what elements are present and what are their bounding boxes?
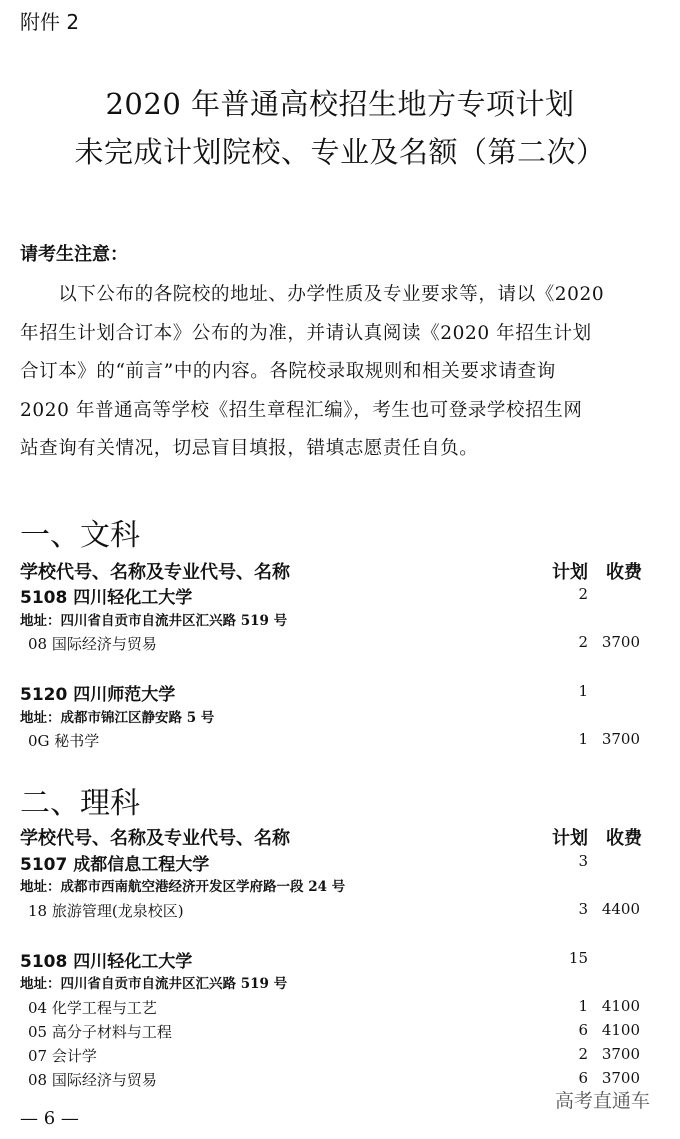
major-fee: 3700 <box>601 730 640 748</box>
major-name: 07 会计学 <box>28 1047 97 1065</box>
notice-line: 年招生计划合订本》公布的为准，并请认真阅读《2020 年招生计划 <box>20 322 592 344</box>
school-name: 5107 成都信息工程大学 <box>20 855 210 875</box>
major-plan: 1 <box>578 997 588 1015</box>
school-plan: 15 <box>568 949 588 967</box>
major-name: 08 国际经济与贸易 <box>28 1071 157 1089</box>
column-header-name: 学校代号、名称及专业代号、名称 <box>20 828 290 849</box>
notice-heading: 请考生注意： <box>20 244 128 265</box>
major-fee: 4100 <box>601 1021 640 1039</box>
column-header-plan: 计划 <box>552 562 588 583</box>
notice-body <box>20 276 670 469</box>
major-plan: 2 <box>578 1045 588 1063</box>
section-heading-liberal-arts: 一、文科 <box>20 518 140 553</box>
notice-line: 站查询有关情况，切忌盲目填报，错填志愿责任自负。 <box>20 438 479 459</box>
major-plan: 6 <box>578 1069 588 1087</box>
school-address: 地址：成都市锦江区静安路 5 号 <box>20 710 215 726</box>
section-heading-science: 二、理科 <box>20 786 140 821</box>
major-name: 0G 秘书学 <box>28 732 100 750</box>
column-header-fee: 收费 <box>606 562 642 583</box>
school-plan: 2 <box>578 585 588 603</box>
page-number: — 6 — <box>20 1108 79 1129</box>
school-name: 5108 四川轻化工大学 <box>20 588 193 608</box>
major-plan: 1 <box>578 730 588 748</box>
major-fee: 3700 <box>601 1069 640 1087</box>
major-name: 05 高分子材料与工程 <box>28 1023 172 1041</box>
column-header-plan: 计划 <box>552 828 588 849</box>
notice-line: 2020 年普通高等学校《招生章程汇编》，考生也可登录学校招生网 <box>20 399 583 421</box>
major-fee: 3700 <box>601 1045 640 1063</box>
document-title-line-2: 未完成计划院校、专业及名额（第二次） <box>74 135 606 169</box>
major-fee: 3700 <box>601 633 640 651</box>
document-title-line-1: 2020 年普通高校招生地方专项计划 <box>105 87 575 121</box>
notice-line: 以下公布的各院校的地址、办学性质及专业要求等，请以《2020 <box>20 284 605 305</box>
major-name: 18 旅游管理(龙泉校区) <box>28 902 184 920</box>
watermark: 高考直通车 <box>554 1090 650 1112</box>
major-fee: 4100 <box>601 997 640 1015</box>
school-address: 地址：四川省自贡市自流井区汇兴路 519 号 <box>20 613 288 629</box>
attachment-label: 附件 2 <box>20 10 80 34</box>
major-name: 08 国际经济与贸易 <box>28 635 157 653</box>
column-header-name: 学校代号、名称及专业代号、名称 <box>20 562 290 583</box>
school-plan: 1 <box>578 682 588 700</box>
major-plan: 6 <box>578 1021 588 1039</box>
major-plan: 3 <box>578 900 588 918</box>
school-address: 地址：四川省自贡市自流井区汇兴路 519 号 <box>20 976 288 992</box>
major-name: 04 化学工程与工艺 <box>28 999 157 1017</box>
school-address: 地址：成都市西南航空港经济开发区学府路一段 24 号 <box>20 879 346 895</box>
major-fee: 4400 <box>601 900 640 918</box>
notice-line: 合订本》的“前言”中的内容。各院校录取规则和相关要求请查询 <box>20 361 556 382</box>
school-plan: 3 <box>578 852 588 870</box>
school-name: 5120 四川师范大学 <box>20 685 176 705</box>
major-plan: 2 <box>578 633 588 651</box>
column-header-fee: 收费 <box>606 828 642 849</box>
school-name: 5108 四川轻化工大学 <box>20 952 193 972</box>
